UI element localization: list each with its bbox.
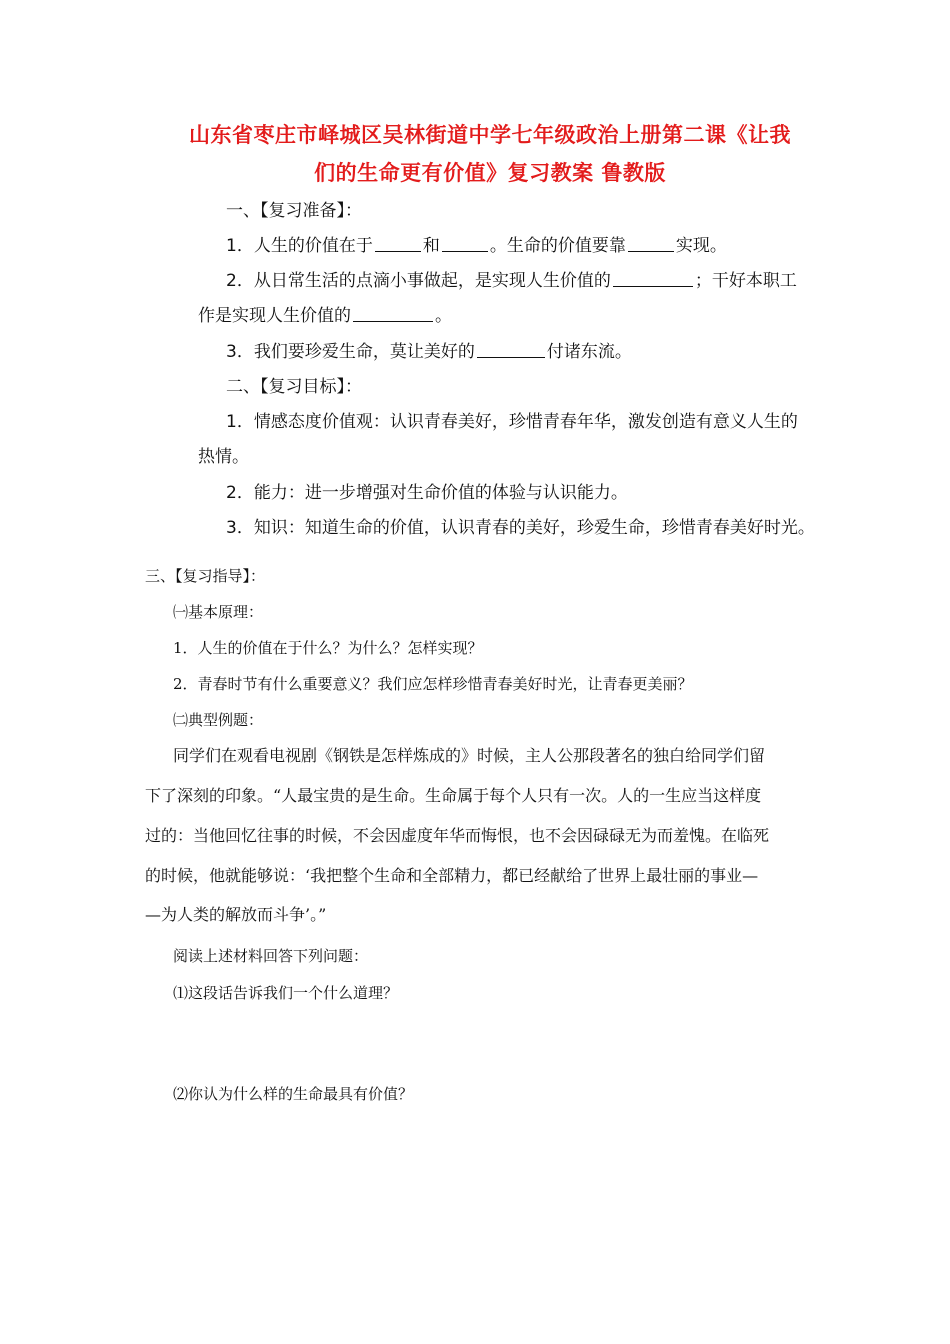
- exercise-question-1: ⑴这段话告诉我们一个什么道理？: [173, 984, 399, 1002]
- subsection-example: ㈡典型例题：: [173, 711, 264, 729]
- document-title-line-1: 山东省枣庄市峄城区吴林街道中学七年级政治上册第二课《让我: [189, 123, 791, 147]
- document-title-line-2: 们的生命更有价值》复习教案 鲁教版: [314, 161, 666, 185]
- prep-item-2-line-2: [198, 304, 452, 328]
- prep-item-1-text-b: 和: [422, 236, 440, 256]
- answer-blank[interactable]: [477, 340, 545, 358]
- prep-item-1: [226, 234, 727, 258]
- section-1-heading: 一、【复习准备】：: [226, 201, 362, 221]
- section-2-heading: 二、【复习目标】：: [226, 377, 362, 397]
- prep-item-1-text-d: 实现。: [675, 236, 727, 256]
- prep-item-2-text-d: 。: [435, 306, 452, 326]
- passage-line-3: 过的：当他回忆往事的时候，不会因虚度年华而悔恨，也不会因碌碌无为而羞愧。在临死: [145, 826, 770, 845]
- prep-item-3-text-a: 3．我们要珍爱生命，莫让美好的: [226, 342, 475, 362]
- answer-blank[interactable]: [613, 269, 693, 287]
- exercise-question-2: ⑵你认为什么样的生命最具有价值？: [173, 1085, 414, 1103]
- passage-line-4: 的时候，他就能够说：‘我把整个生命和全部精力，都已经献给了世界上最壮丽的事业—: [145, 866, 759, 885]
- prep-item-1-text-c: 。生命的价值要靠: [489, 236, 626, 256]
- section-3-heading: 三、【复习指导】：: [145, 567, 266, 585]
- prep-item-2-line-1: [226, 269, 797, 293]
- answer-blank[interactable]: [628, 234, 674, 252]
- prep-item-2-text-c: 作是实现人生价值的: [198, 306, 351, 326]
- passage-line-2: 下了深刻的印象。“人最宝贵的是生命。生命属于每个人只有一次。人的一生应当这样度: [145, 786, 762, 805]
- reading-instruction: 阅读上述材料回答下列问题：: [173, 947, 369, 965]
- prep-item-2-text-a: 2．从日常生活的点滴小事做起，是实现人生价值的: [226, 271, 611, 291]
- answer-blank[interactable]: [353, 304, 433, 322]
- subsection-basic-principles: ㈠基本原理：: [173, 603, 264, 621]
- passage-line-1: 同学们在观看电视剧《钢铁是怎样炼成的》时候，主人公那段著名的独白给同学们留: [173, 746, 766, 765]
- prep-item-1-text-a: 1．人生的价值在于: [226, 236, 373, 256]
- principle-question-1: 1．人生的价值在于什么？为什么？怎样实现？: [173, 639, 483, 657]
- answer-blank[interactable]: [375, 234, 421, 252]
- goal-item-3: 3．知识：知道生命的价值，认识青春的美好，珍爱生命，珍惜青春美好时光。: [226, 518, 815, 538]
- prep-item-3-text-b: 付诸东流。: [546, 342, 632, 362]
- principle-question-2: 2．青春时节有什么重要意义？我们应怎样珍惜青春美好时光，让青春更美丽？: [173, 675, 693, 693]
- goal-item-2: 2．能力：进一步增强对生命价值的体验与认识能力。: [226, 483, 628, 503]
- prep-item-3: [226, 340, 632, 364]
- goal-item-1-line-1: 1．情感态度价值观：认识青春美好，珍惜青春年华，激发创造有意义人生的: [226, 412, 798, 432]
- passage-line-5: —为人类的解放而斗争’。”: [145, 905, 327, 924]
- answer-blank[interactable]: [442, 234, 488, 252]
- prep-item-2-text-b: ；干好本职工: [694, 271, 797, 291]
- goal-item-1-line-2: 热情。: [198, 447, 249, 467]
